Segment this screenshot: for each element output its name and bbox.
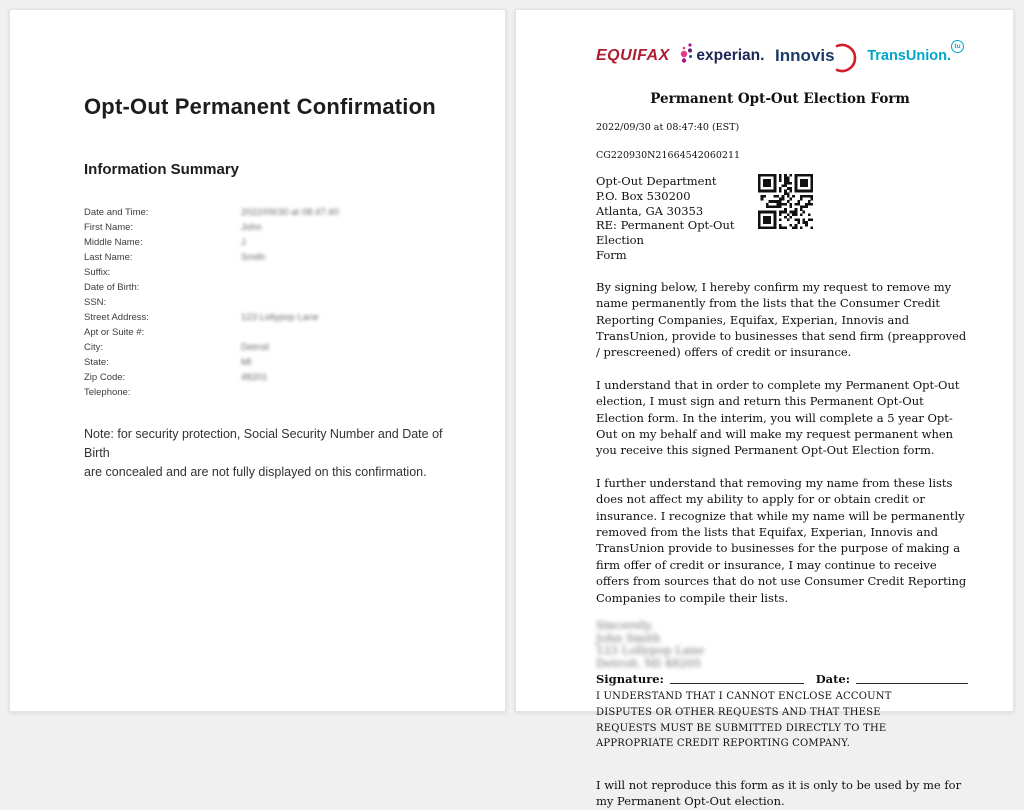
address-line: Opt-Out Department	[596, 174, 717, 188]
innovis-logo-text: Innovis	[775, 46, 835, 65]
section-title: Information Summary	[84, 161, 240, 178]
field-value-redacted: Detroit	[241, 342, 269, 353]
paragraph-confirm-request: By signing below, I hereby confirm my request to remove my name permanently from the lists that the Consumer Credit Reporting Companies, Equifax, Experian, Innovis and TransUnion, provide to businesses that send firm (preapproved / prescreened) offers of credit or insurance.	[596, 279, 967, 360]
field-label: Date of Birth:	[84, 282, 140, 293]
election-form-page	[515, 9, 1014, 809]
security-note	[84, 425, 449, 482]
field-value-redacted: 48201	[241, 372, 268, 383]
signature-date-row	[596, 672, 968, 686]
security-note-line1: Note: for security protection, Social Security Number and Date of Birth	[84, 427, 443, 460]
field-label: State:	[84, 357, 109, 368]
date-line[interactable]	[856, 683, 968, 684]
field-label: Date and Time:	[84, 207, 149, 218]
field-row-date-and-time	[84, 205, 449, 220]
address-line: RE: Permanent Opt-Out Election	[596, 218, 735, 248]
field-value-redacted: 2022/09/30 at 08:47:40	[241, 207, 339, 218]
field-row-state	[84, 355, 449, 370]
experian-logo-text: experian.	[696, 47, 765, 64]
address-and-qr-row	[596, 174, 964, 263]
signature-label: Signature:	[596, 672, 664, 687]
information-summary-fields	[84, 205, 449, 400]
page-title: Opt-Out Permanent Confirmation	[84, 94, 436, 119]
confirmation-code: CG220930N21664542060211	[596, 150, 741, 161]
confirmation-page	[9, 9, 506, 712]
date-label: Date:	[815, 672, 850, 687]
field-label: Street Address:	[84, 312, 149, 323]
field-row-last-name	[84, 250, 449, 265]
signature-line[interactable]	[670, 683, 804, 684]
field-row-street-address	[84, 310, 449, 325]
redacted-signature-block	[596, 619, 964, 669]
address-line: Form	[596, 247, 627, 262]
field-row-middle-name	[84, 235, 449, 250]
address-line: Atlanta, GA 30353	[596, 203, 704, 218]
field-row-apt-or-suite	[84, 325, 449, 340]
field-label: Telephone:	[84, 387, 131, 398]
field-row-date-of-birth	[84, 280, 449, 295]
signature-block-line: Sincerely,	[596, 618, 653, 633]
field-value-redacted: MI	[241, 357, 252, 368]
address-line: P.O. Box 530200	[596, 188, 691, 203]
equifax-logo: EQUIFAX	[596, 47, 670, 64]
transunion-logo-text: TransUnion.	[867, 48, 951, 64]
field-row-telephone	[84, 385, 449, 400]
field-row-first-name	[84, 220, 449, 235]
field-label: First Name:	[84, 222, 134, 233]
field-value-redacted: John	[241, 222, 262, 233]
disclaimer-text: I UNDERSTAND THAT I CANNOT ENCLOSE ACCOUNT DISPUTES OR OTHER REQUESTS AND THAT THESE REQUESTS MUST BE SUBMITTED DIRECTLY TO THE APPROPRIATE CREDIT REPORTING COMPANY.	[596, 691, 892, 750]
field-row-zip-code	[84, 370, 449, 385]
signature-block-line: Detroit, MI 48205	[596, 655, 702, 670]
form-timestamp: 2022/09/30 at 08:47:40 (EST)	[596, 122, 740, 133]
experian-dots-icon	[680, 42, 694, 64]
field-label: Last Name:	[84, 252, 133, 263]
qr-code-icon	[758, 174, 813, 229]
innovis-logo	[775, 46, 857, 66]
field-value-redacted: J	[241, 237, 246, 248]
field-row-city	[84, 340, 449, 355]
security-note-line2: are concealed and are not fully displayed on this confirmation.	[84, 465, 427, 479]
credit-bureau-logos	[596, 38, 964, 74]
field-value-redacted: Smith	[241, 252, 266, 263]
field-label: Middle Name:	[84, 237, 143, 248]
paragraph-sign-and-return: I understand that in order to complete my Permanent Opt-Out election, I must sign and return this Permanent Opt-Out Election form. In the interim, you will complete a 5 year Opt-Out on my behalf and will make my request permanent when you receive this signed Permanent Opt-Out Election form.	[596, 377, 960, 458]
innovis-swoosh-icon	[835, 43, 857, 73]
field-label: Apt or Suite #:	[84, 327, 145, 338]
field-label: SSN:	[84, 297, 107, 308]
field-label: Suffix:	[84, 267, 111, 278]
field-row-suffix	[84, 265, 449, 280]
signature-block-line: 123 Lollypop Lane	[596, 643, 705, 658]
field-label: Zip Code:	[84, 372, 126, 383]
optout-department-address	[596, 174, 758, 263]
field-value-redacted: 123 Lollypop Lane	[241, 312, 319, 323]
signature-block-line: John Smith	[596, 630, 661, 645]
transunion-logo	[867, 43, 964, 64]
experian-logo	[680, 47, 764, 65]
field-row-ssn	[84, 295, 449, 310]
form-title: Permanent Opt-Out Election Form	[650, 91, 910, 107]
transunion-tu-badge-icon: tu	[951, 40, 964, 53]
closing-statement: I will not reproduce this form as it is only to be used by me for my Permanent Opt-Out election.	[596, 777, 962, 809]
field-label: City:	[84, 342, 103, 353]
paragraph-further-understand: I further understand that removing my name from these lists does not affect my ability to apply for or obtain credit or insurance. I recognize that while my name will be permanently removed from the lists that Equifax, Experian, Innovis and TransUnion provide to businesses for the purpose of making a firm offer of credit or insurance, I may continue to receive offers from sources that do not use Consumer Credit Reporting Companies to compile their lists.	[596, 475, 967, 605]
